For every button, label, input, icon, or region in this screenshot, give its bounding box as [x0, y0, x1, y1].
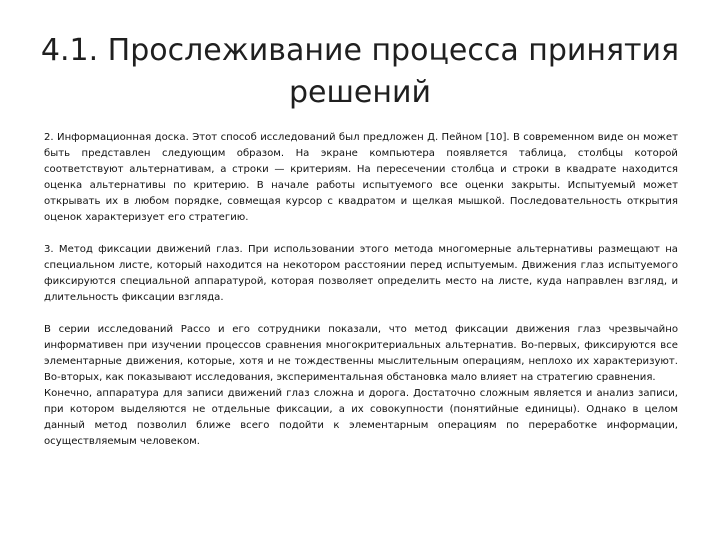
paragraph-equipment-cost: Конечно, аппаратура для записи движений глаз сложна и дорога. Достаточно сложным является и анализ записи, при котором выделяются не отдельные фиксации, а их совокупности (понятийные единицы). Однако в целом данный метод позволил ближе всего подойти к элементарным операциям по переработке информации, осуществляемым человеком. — [44, 388, 678, 447]
paragraph-eye-tracking-method: 3. Метод фиксации движений глаз. При использовании этого метода многомерные альтернативы размещают на специальном листе, который находится на некотором расстоянии перед испытуемым. Движения глаз испытуемого фиксируются специальной аппаратурой, которая позволяет определить место на листе, куда направлен взгляд, и длительность фиксации взгляда. — [44, 244, 678, 303]
paragraph-information-board: 2. Информационная доска. Этот способ исследований был предложен Д. Пейном [10]. В современном виде он может быть представлен следующим образом. На экране компьютера появляется таблица, столбцы которой соответствуют альтернативам, а строки — критериям. На пересечении столбца и строки в квадрате находится оценка альтернативы по критерию. В начале работы испытуемого все оценки закрыты. Испытуемый может открывать их в любом порядке, совмещая курсор с квадратом и щелкая мышкой. Последовательность открытия оценок характеризует его стратегию. — [44, 132, 678, 223]
slide-body — [44, 130, 678, 450]
paragraph-russo-research: В серии исследований Рассо и его сотрудники показали, что метод фиксации движения глаз чрезвычайно информативен при изучении процессов сравнения многокритериальных альтернатив. Во-первых, фиксируются все элементарные движения, которые, хотя и не тождественны мыслительным операциям, неплохо их характеризуют. Во-вторых, как показывают исследования, экспериментальная обстановка мало влияет на стратегию сравнения. — [44, 324, 678, 383]
slide-title: 4.1. Прослеживание процесса принятия решений — [40, 33, 680, 110]
